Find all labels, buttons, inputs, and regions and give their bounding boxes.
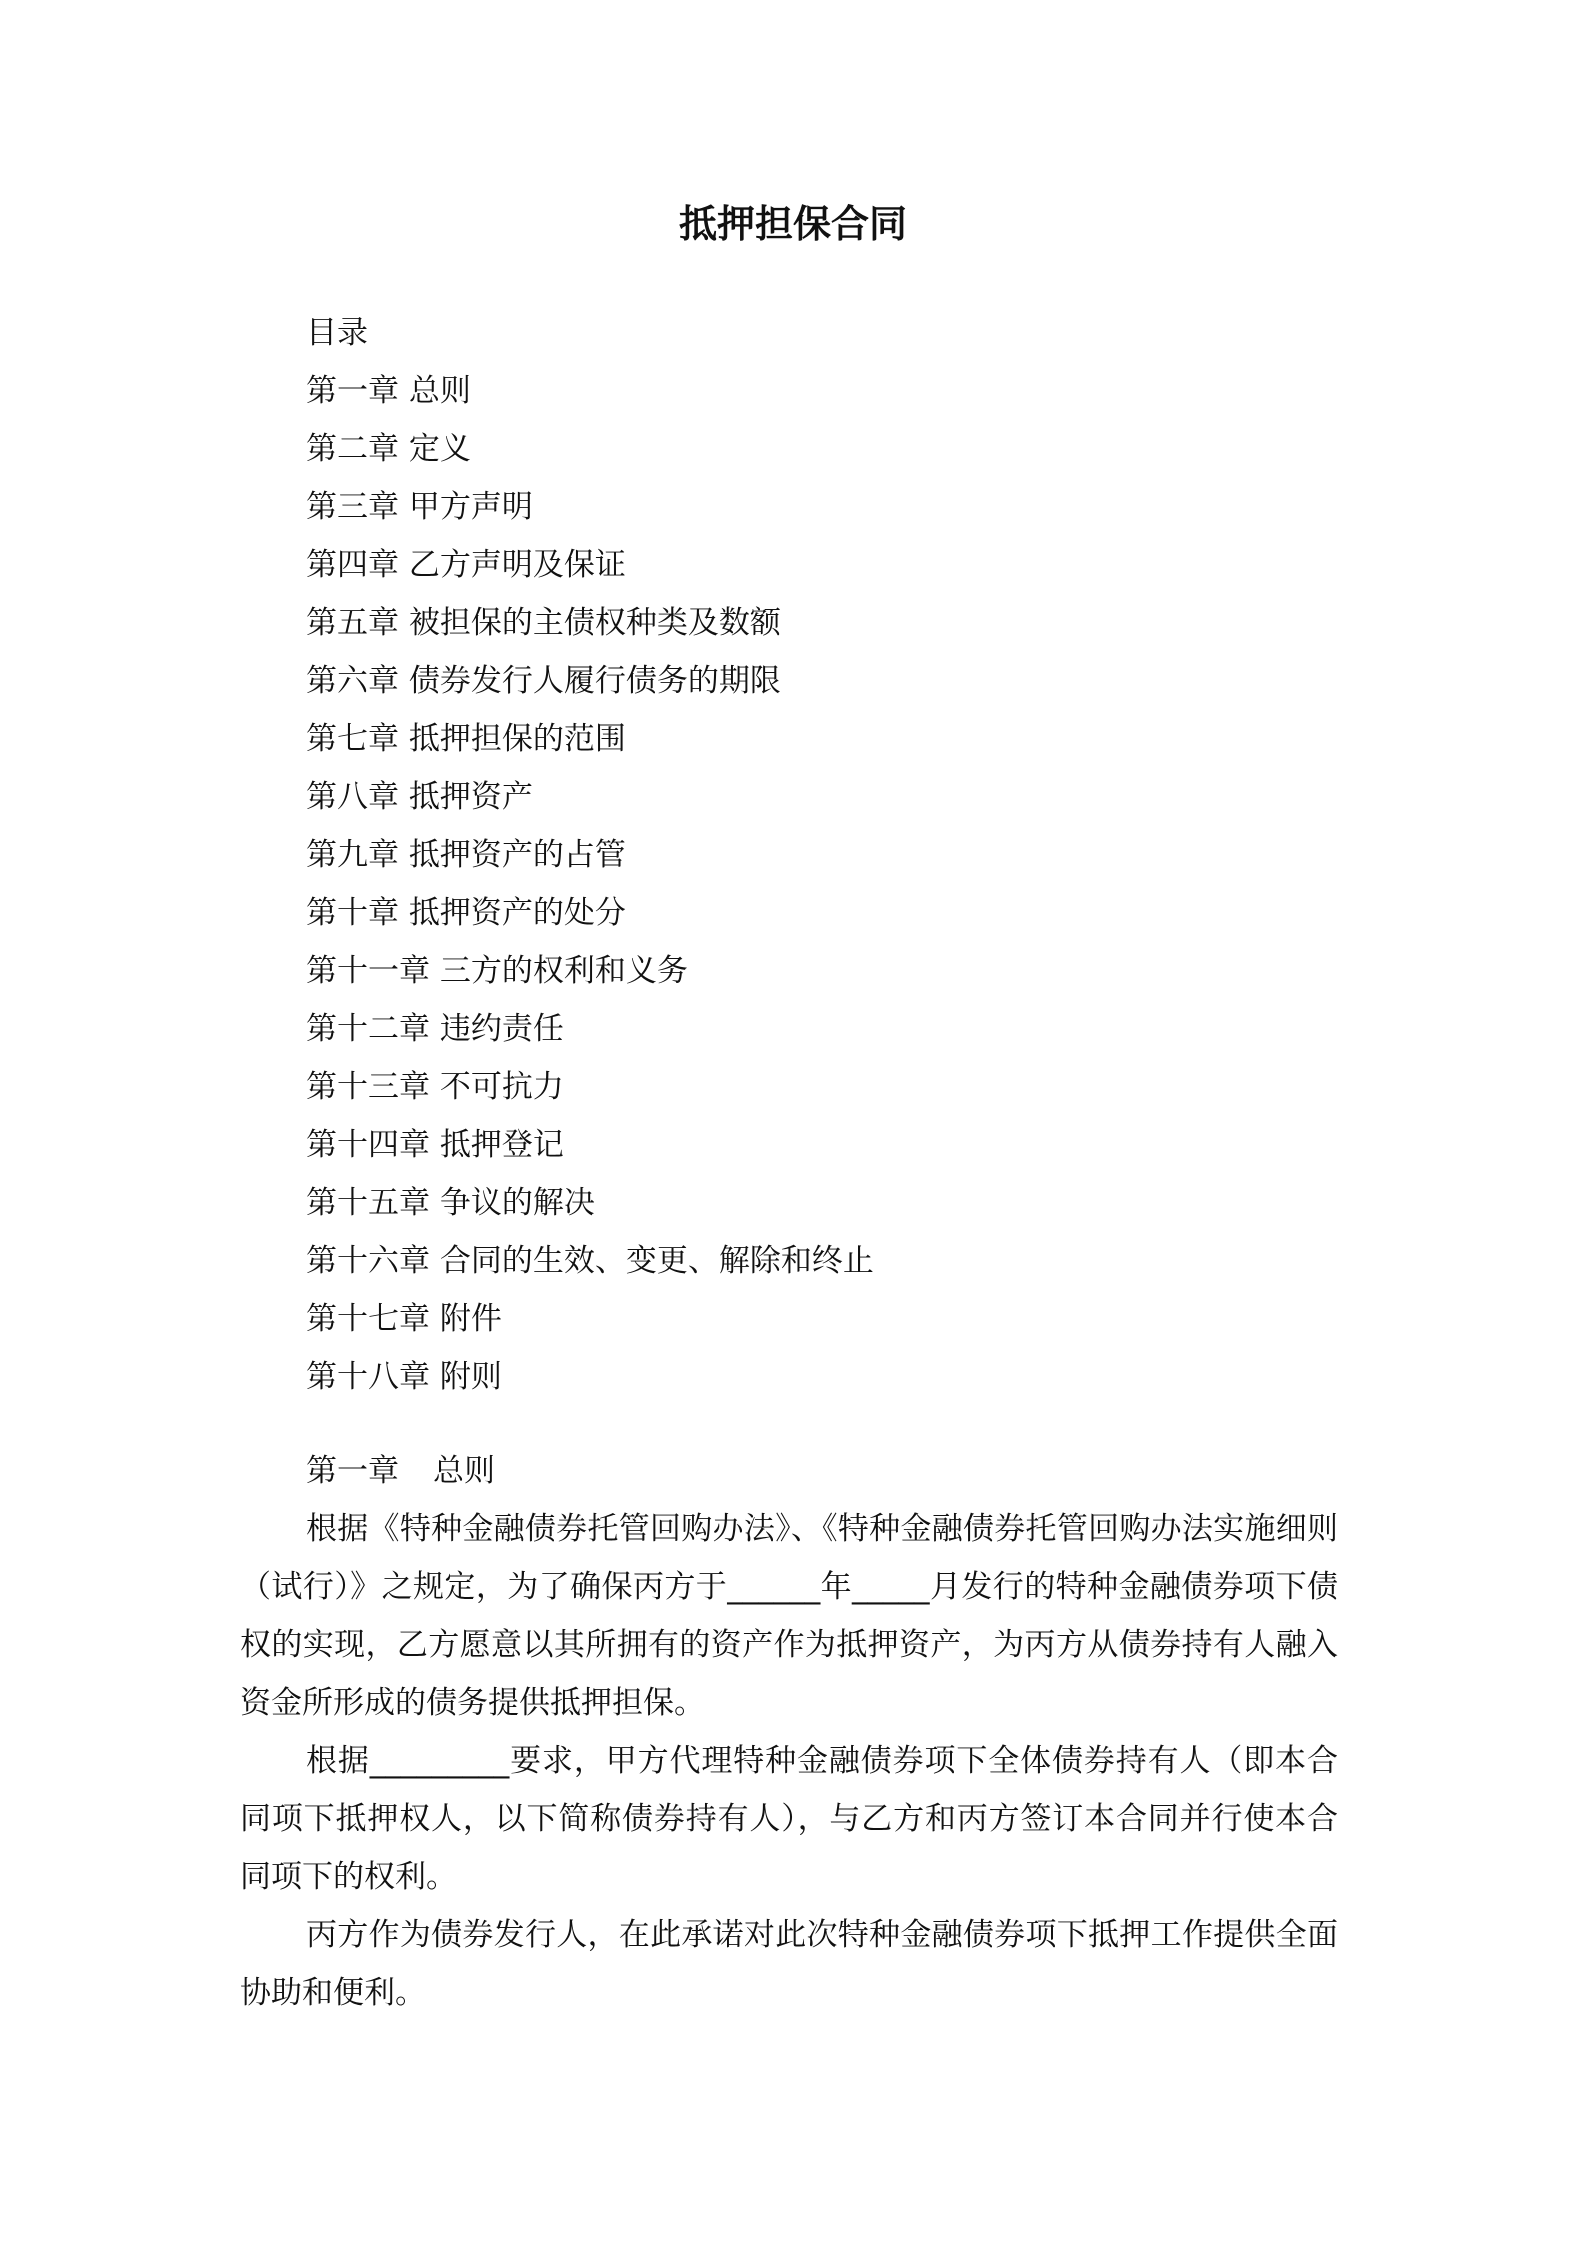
toc-heading: 目录: [306, 315, 368, 351]
toc-item: 第三章 甲方声明: [306, 489, 533, 525]
document-title: 抵押担保合同: [678, 202, 907, 246]
chapter-one-section: [240, 1442, 1338, 2022]
paragraph: 根据《特种金融债券托管回购办法》、《特种金融债券托管回购办法实施细则（试行）》之规定，为了确保丙方于______年_____月发行的特种金融债券项下债权的实现，乙方愿意以其所拥有的资产作为抵押资产，为丙方从债券持有人融入资金所形成的债务提供抵押担保。: [240, 1511, 1338, 1721]
toc-item: 第十五章 争议的解决: [306, 1185, 595, 1221]
toc-item: 第八章 抵押资产: [306, 779, 533, 815]
chapter-heading: [240, 1442, 1338, 1500]
toc-item: 第一章 总则: [306, 373, 471, 409]
toc-item: 第十八章 附则: [306, 1359, 502, 1395]
toc-item: 第五章 被担保的主债权种类及数额: [306, 605, 781, 641]
toc-item: 第十六章 合同的生效、变更、解除和终止: [306, 1243, 874, 1279]
toc-item: 第十一章 三方的权利和义务: [306, 953, 688, 989]
paragraph: 丙方作为债券发行人，在此承诺对此次特种金融债券项下抵押工作提供全面协助和便利。: [240, 1917, 1338, 2011]
toc-item: 第十三章 不可抗力: [306, 1069, 564, 1105]
toc-item: 第四章 乙方声明及保证: [306, 547, 626, 583]
toc-item: 第十二章 违约责任: [306, 1011, 564, 1047]
toc-item: 第二章 定义: [306, 431, 471, 467]
toc-item: 第六章 债券发行人履行债务的期限: [306, 663, 781, 699]
paragraph: 根据_________要求，甲方代理特种金融债券项下全体债券持有人（即本合同项下抵押权人，以下简称债券持有人），与乙方和丙方签订本合同并行使本合同项下的权利。: [240, 1743, 1338, 1895]
table-of-contents: [306, 304, 1306, 1406]
toc-item: 第十七章 附件: [306, 1301, 502, 1337]
toc-item: 第七章 抵押担保的范围: [306, 721, 626, 757]
chapter-name: 总则: [433, 1453, 495, 1489]
toc-item: 第九章 抵押资产的占管: [306, 837, 626, 873]
chapter-number: 第一章: [306, 1453, 399, 1489]
toc-item: 第十章 抵押资产的处分: [306, 895, 626, 931]
toc-item: 第十四章 抵押登记: [306, 1127, 564, 1163]
